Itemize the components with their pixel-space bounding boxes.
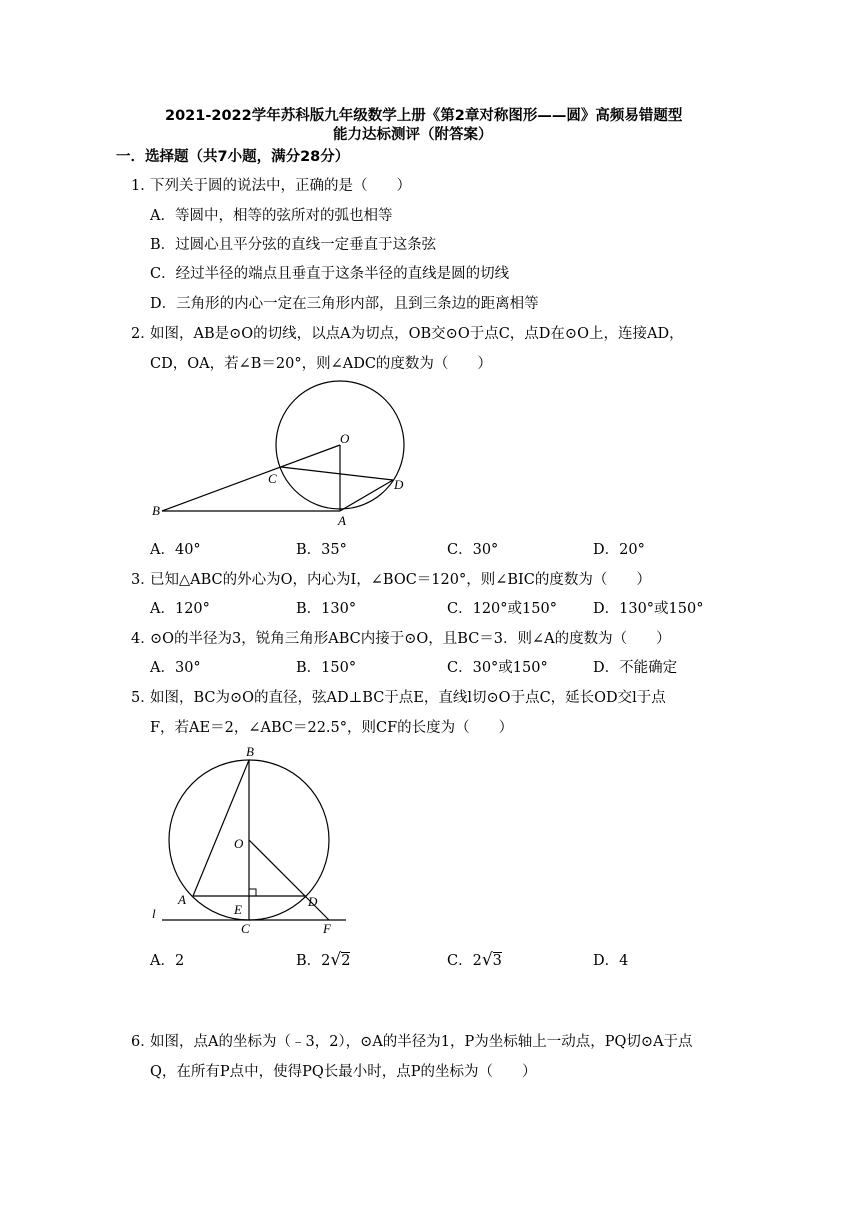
label-b: B: [246, 744, 254, 759]
option-c-radicand: 3: [492, 953, 502, 969]
question-stem: ⊙O的半径为3，锐角三角形ABC内接于⊙O，且BC＝3．则∠A的度数为（ ）: [150, 631, 671, 647]
label-b: B: [152, 503, 160, 518]
question-stem: 已知△ABC的外心为O，内心为I，∠BOC＝120°，则∠BIC的度数为（ ）: [150, 572, 651, 588]
label-o: O: [234, 836, 244, 851]
option-c: [447, 949, 502, 970]
question-stem-line1: 如图，AB是⊙O的切线，以点A为切点，OB交⊙O于点C，点D在⊙O上，连接AD，: [150, 326, 684, 342]
option-b-coefficient: B．2: [296, 953, 331, 969]
question-number: 4．: [131, 631, 155, 647]
q2-figure: [140, 375, 420, 530]
label-c: C: [241, 921, 250, 936]
option-b: [296, 949, 350, 970]
option-d: D．4: [593, 953, 629, 969]
question-stem-line1: 如图，BC为⊙O的直径，弦AD⊥BC于点E，直线l切⊙O于点C，延长OD交l于点: [150, 690, 666, 706]
option-c: C．120°或150°: [447, 601, 557, 617]
option-b-radicand: 2: [341, 953, 351, 969]
option-a: A．120°: [150, 601, 210, 617]
option-d: D．130°或150°: [593, 601, 704, 617]
label-d: D: [308, 894, 318, 909]
option-a: A．40°: [150, 542, 201, 558]
question-stem-line2: Q，在所有P点中，使得PQ长最小时，点P的坐标为（ ）: [150, 1064, 537, 1080]
option-a: A．30°: [150, 660, 201, 676]
question-number: 2．: [131, 326, 155, 342]
option-d: D．三角形的内心一定在三角形内部，且到三条边的距离相等: [150, 296, 539, 312]
label-e: E: [234, 902, 242, 917]
question-number: 5．: [131, 690, 155, 706]
label-a: A: [338, 513, 346, 528]
option-c: C．经过半径的端点且垂直于这条半径的直线是圆的切线: [150, 266, 510, 282]
right-angle-mark: [249, 889, 256, 896]
question-number: 6．: [131, 1034, 155, 1050]
option-c: C．30°或150°: [447, 660, 548, 676]
question-number: 1．: [131, 178, 155, 194]
label-l: l: [152, 906, 156, 921]
option-b: B．35°: [296, 542, 347, 558]
label-o: O: [340, 431, 350, 446]
segment-bo: [162, 445, 340, 511]
question-stem-line1: 如图，点A的坐标为（﹣3，2），⊙A的半径为1，P为坐标轴上一动点，PQ切⊙A于点: [150, 1034, 693, 1050]
question-stem: 下列关于圆的说法中，正确的是（ ）: [150, 178, 411, 194]
doc-title-line1: 2021-2022学年苏科版九年级数学上册《第2章对称图形——圆》高频易错题型: [165, 108, 683, 124]
option-c-coefficient: C．2: [447, 953, 482, 969]
section-heading: 一．选择题（共7小题，满分28分）: [116, 149, 350, 165]
segment-ad: [340, 480, 393, 511]
option-a: A．等圆中，相等的弦所对的弧也相等: [150, 208, 393, 224]
label-c: C: [268, 471, 277, 486]
doc-title-line2: 能力达标测评（附答案）: [333, 127, 493, 143]
option-a: A．2: [150, 953, 185, 969]
label-d: D: [394, 477, 404, 492]
sqrt-sign: √: [481, 950, 493, 970]
option-b: B．130°: [296, 601, 357, 617]
segment-ba: [193, 760, 249, 896]
option-d: D．不能确定: [593, 660, 678, 676]
question-stem-line2: CD，OA，若∠B＝20°，则∠ADC的度数为（ ）: [150, 356, 492, 372]
sqrt-sign: √: [330, 950, 342, 970]
option-c: C．30°: [447, 542, 499, 558]
q5-figure: [140, 740, 370, 940]
label-a: A: [178, 892, 186, 907]
option-d: D．20°: [593, 542, 645, 558]
question-number: 3．: [131, 572, 155, 588]
question-stem-line2: F，若AE＝2，∠ABC＝22.5°，则CF的长度为（ ）: [150, 720, 514, 736]
label-f: F: [323, 921, 331, 936]
option-b: B．过圆心且平分弦的直线一定垂直于这条弦: [150, 237, 437, 253]
option-b: B．150°: [296, 660, 357, 676]
segment-cd: [281, 467, 393, 480]
